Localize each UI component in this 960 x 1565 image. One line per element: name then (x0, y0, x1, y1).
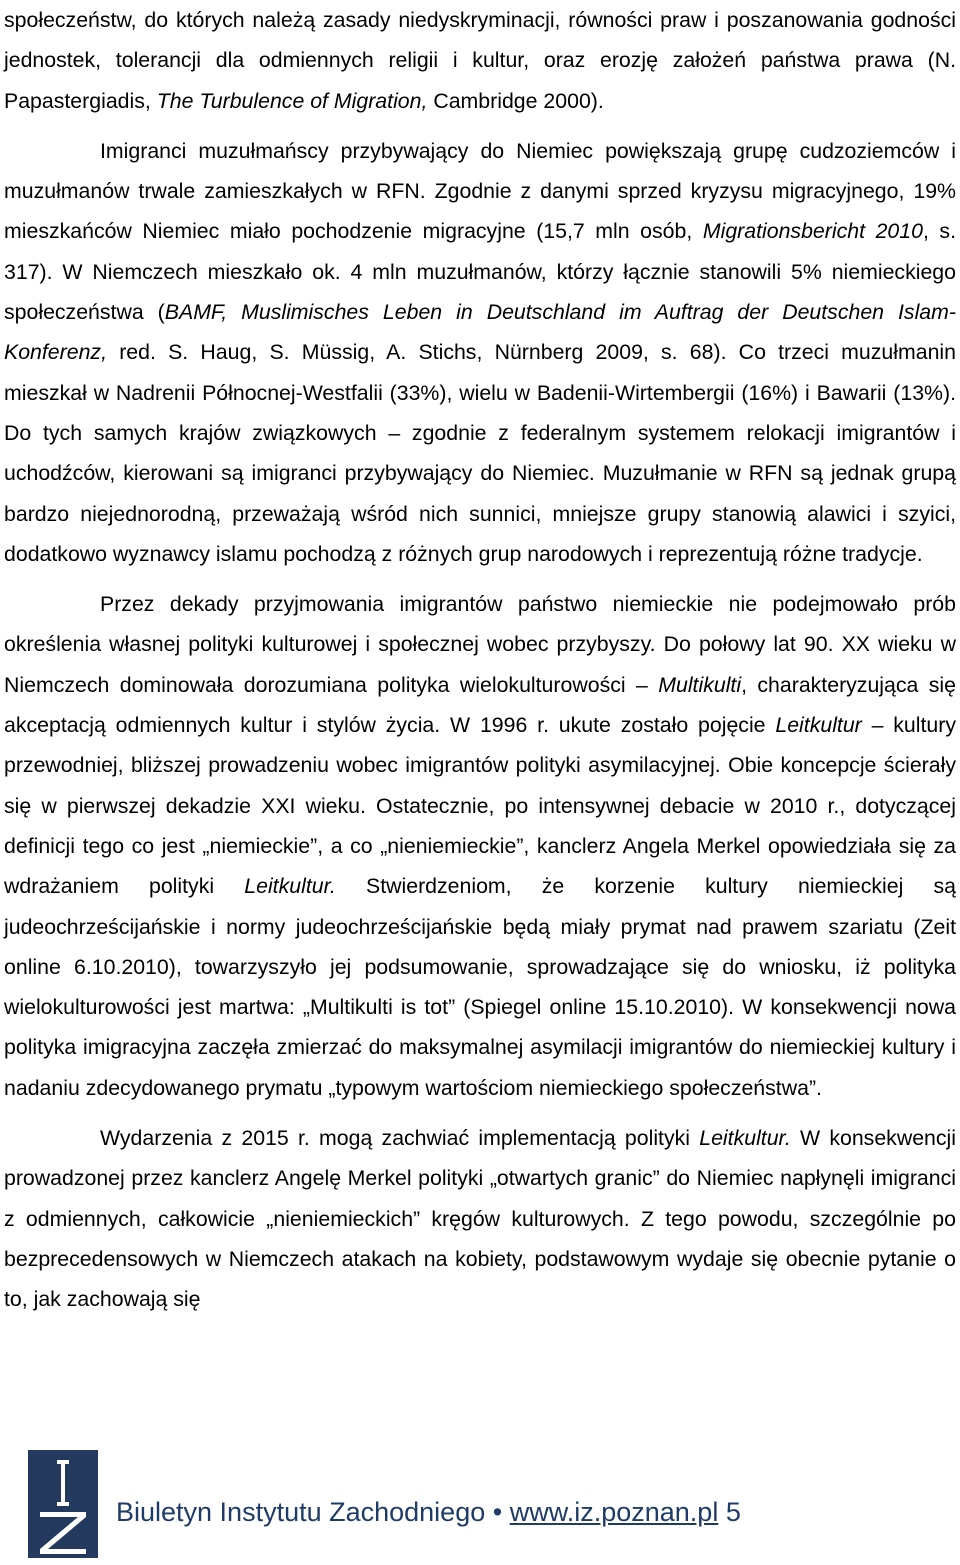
text-run: społeczeństw, do których należą zasady niedyskryminacji, równości praw i poszanowania godności jednostek, tolerancji dla odmiennych religii i kultur, oraz erozję założeń państwa prawa (N. Papastergiadis, (4, 8, 956, 113)
text-run: Cambridge 2000). (427, 88, 604, 113)
institute-logo (28, 1450, 98, 1558)
document-body (4, 0, 956, 1320)
footer-bullet: • (492, 1497, 503, 1527)
text-run: – kultury przewodniej, bliższej prowadzeniu wobec imigrantów polityki asymilacyjnej. Obie koncepcje ścierały się w pierwszej dekadzie XXI wieku. Ostatecznie, po intensywnej debacie w 2010 r., dotyczącej definicji tego co jest „niemieckie”, a co „nieniemieckie”, kanclerz Angela Merkel opowiedziała się za wdrażaniem polityki (4, 713, 957, 899)
text-run: Imigranci muzułmańscy przybywający do Niemiec powiększają grupę cudzoziemców i muzułmanów trwale zamieszkałych w RFN. Zgodnie z danymi sprzed kryzysu migracyjnego, 19% mieszkańców Niemiec miało pochodzenie migracyjne (15,7 mln osób, (4, 138, 956, 244)
page-footer (28, 1450, 948, 1560)
publication-title: Biuletyn Instytutu Zachodniego (116, 1497, 486, 1527)
footer-caption (116, 1497, 741, 1528)
italic-text: The Turbulence of Migration, (156, 88, 428, 113)
text-run: Przez dekady przyjmowania imigrantów państwo niemieckie nie podejmowało prób określenia własnej polityki kulturowej i społecznej wobec przybyszy. Do połowy lat 90. XX wieku w Niemczech dominowała dorozumiana polityka wielokulturowości – (4, 592, 956, 697)
iz-logo-icon (28, 1450, 98, 1558)
italic-text: Leitkultur. (244, 874, 336, 899)
text-run: red. S. Haug, S. Müssig, A. Stichs, Nürnberg 2009, s. 68). Co trzeci muzułmanin mieszkał w Nadrenii Północnej-Westfalii (33%), wielu w Badenii-Wirtembergii (16%) i Bawarii (13%). Do tych samych krajów związkowych – zgodnie z federalnym systemem relokacji imigrantów i uchodźców, kierowani są imigranci przybywający do Niemiec. Muzułmanie w RFN są jednak grupą bardzo niejednorodną, przeważają wśród nich sunnici, mniejsze grupy stanowią alawici i szyici, dodatkowo wyznawcy islamu pochodzą z różnych grup narodowych i reprezentują różne tradycje. (4, 340, 956, 566)
website-link[interactable]: www.iz.poznan.pl (509, 1497, 719, 1527)
italic-text: Leitkultur. (699, 1126, 791, 1151)
text-run: , s. 317). W Niemczech mieszkało ok. 4 mln muzułmanów, którzy łącznie stanowili 5% niemieckiego społeczeństwa ( (4, 219, 956, 325)
paragraph (4, 0, 956, 121)
paragraph (4, 584, 956, 1108)
text-run: Stwierdzeniom, że korzenie kultury niemieckiej są judeochrześcijańskie i normy judeochrześcijańskie będą miały prymat nad prawem szariatu (Zeit online 6.10.2010), towarzyszyło jej podsumowanie, sprowadzające się do wniosku, iż polityka wielokulturowości jest martwa: „Multikulti is tot” (Spiegel online 15.10.2010). W konsekwencji nowa polityka imigracyjna zaczęła zmierzać do maksymalnej asymilacji imigrantów do niemieckiej kultury i nadaniu zdecydowanego prymatu „typowym wartościom niemieckiego społeczeństwa”. (4, 874, 956, 1100)
italic-text: Multikulti (658, 672, 742, 697)
italic-text: Migrationsbericht 2010 (702, 219, 923, 244)
paragraph (4, 1118, 956, 1319)
text-run: Wydarzenia z 2015 r. mogą zachwiać implementacją polityki (100, 1126, 700, 1151)
paragraph (4, 131, 956, 574)
italic-text: BAMF, Muslimisches Leben in Deutschland im Auftrag der Deutschen Islam-Konferenz, (4, 300, 956, 365)
text-run: W konsekwencji prowadzonej przez kanclerz Angelę Merkel polityki „otwartych granic” do Niemiec napłynęli imigranci z odmiennych, całkowicie „nieniemieckich” kręgów kulturowych. Z tego powodu, szczególnie po bezprecedensowych w Niemczech atakach na kobiety, podstawowym wydaje się obecnie pytanie o to, jak zachowają się (4, 1126, 957, 1312)
italic-text: Leitkultur (775, 713, 862, 738)
text-run: , charakteryzująca się akceptacją odmiennych kultur i stylów życia. W 1996 r. ukute zostało pojęcie (4, 672, 956, 738)
page-number: 5 (725, 1497, 741, 1527)
